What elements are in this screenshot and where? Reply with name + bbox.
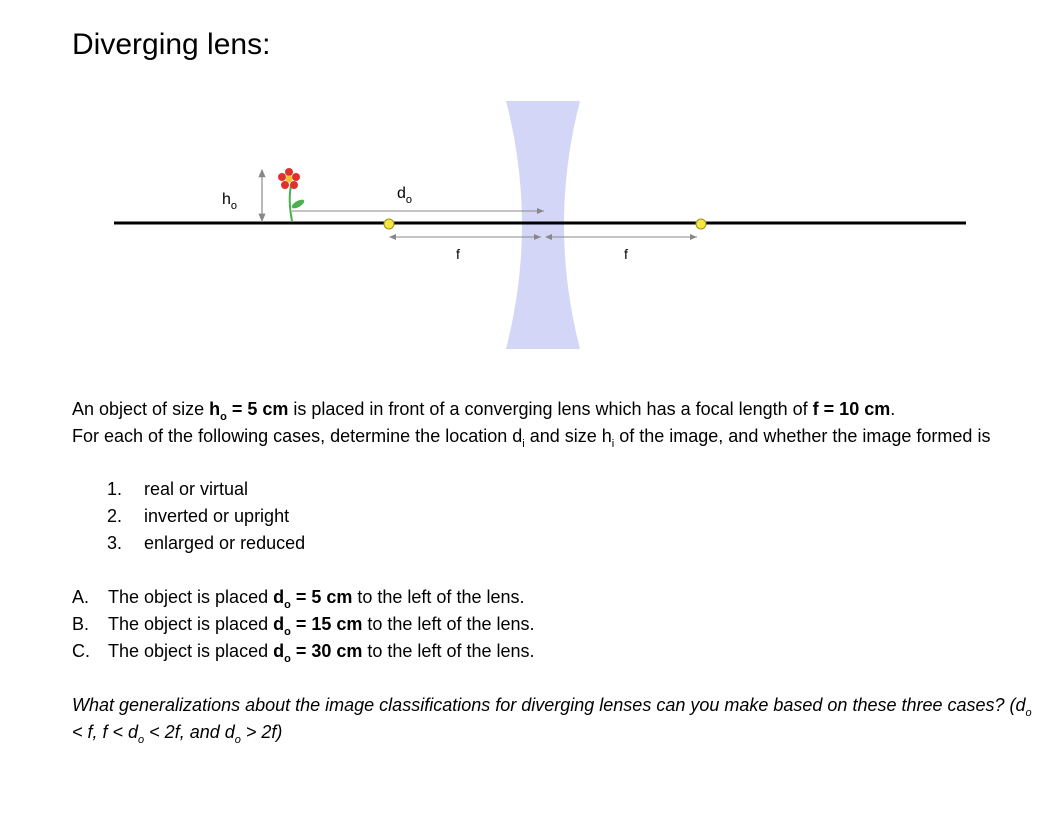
list-item: C. The object is placed $d_o = 30$ cm to the left of the lens. — [72, 641, 535, 665]
list-item: 2. inverted or upright — [107, 506, 290, 526]
label-f-right: f — [624, 246, 628, 262]
list-item: A. The object is placed $d_o = 5$ cm to the left of the lens. — [72, 587, 525, 611]
focal-point-left — [384, 219, 394, 229]
page-title: Diverging lens: — [72, 28, 271, 61]
focal-point-right — [696, 219, 706, 229]
label-ho: $h_o$ — [222, 191, 238, 212]
generalization-question: What generalizations about the image classifications for diverging lenses can you make based on these three cases? ($d_o < f$, $f < d_o < 2f$, and $d_o > 2f$) — [72, 695, 1032, 746]
list-item: B. The object is placed $d_o = 15$ cm to the left of the lens. — [72, 614, 535, 638]
list-item: 1. real or virtual — [107, 479, 249, 499]
label-do: $d_o$ — [397, 185, 413, 206]
case-list — [72, 584, 535, 665]
flower-object-icon — [278, 168, 306, 221]
list-item: 3. enlarged or reduced — [107, 533, 306, 553]
problem-statement: An object of size $h_o = 5$ cm is placed in front of a converging lens which has a focal length of f = 10 cm. For each of the following cases, determine the location $d_i$ and size $h_i$ of the image, and whether the image formed is — [72, 399, 991, 450]
lens-diagram — [0, 0, 1062, 380]
label-f-left: f — [456, 246, 460, 262]
classification-list — [107, 476, 305, 557]
diverging-lens — [506, 101, 580, 349]
